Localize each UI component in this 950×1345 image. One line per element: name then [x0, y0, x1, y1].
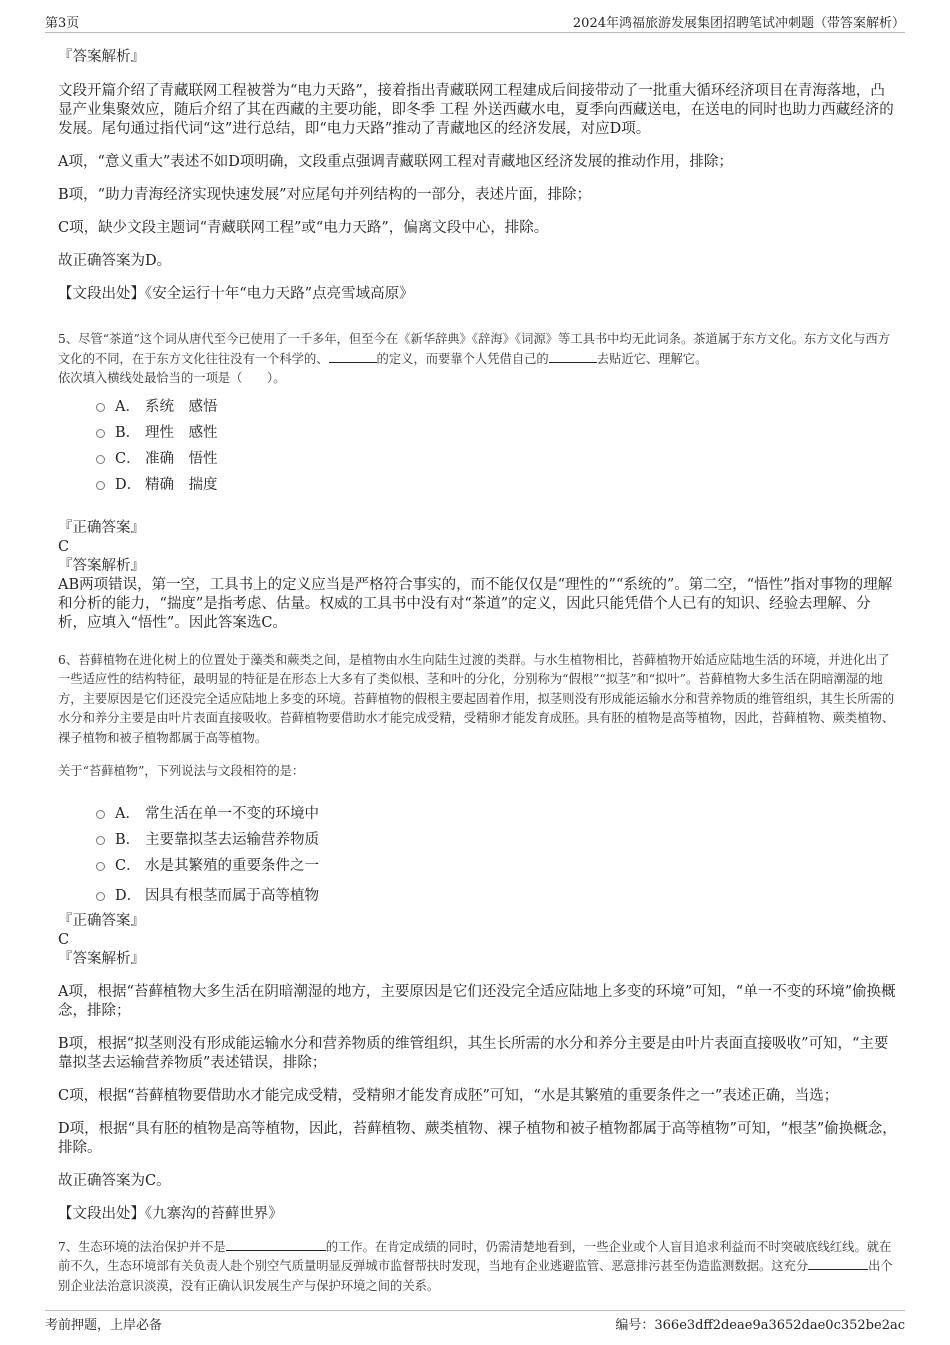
footer-slogan: 考前押题，上岸必备: [45, 1317, 163, 1333]
q6-options: [58, 800, 898, 908]
radio-icon[interactable]: [96, 836, 105, 845]
page-footer: [45, 1310, 905, 1335]
radio-icon[interactable]: [96, 862, 105, 871]
q7-stem: 7、生态环境的法治保护并不是 的工作。在肯定成绩的同时，仍需清楚地看到，一些企业或个人盲目追求利益而不时突破底线红线。就在前不久，生态环境部有关负责人赴个别空气质量明显反弹城市监督帮扶时发现，当地有企业逃避监管、恶意排污甚至伪造监测数据。这充分 出个别企业法治意识淡漠，没有正确认识发展生产与保护环境之间的关系。: [58, 1239, 893, 1293]
q4-option-b-analysis: B项，“助力青海经济实现快速发展”对应尾句并列结构的一部分，表述片面，排除；: [58, 187, 591, 203]
q5-analysis: AB两项错误，第一空，工具书上的定义应当是严格符合事实的，而不能仅仅是“理性的”“系统的”。第二空，“悟性”指对事物的理解和分析的能力，“揣度”是指考虑、估量。权威的工具书中没有对“茶道”的定义，因此只能凭借个人已有的知识、经验去理解、分析，应填入“悟性”。因此答案选C。: [58, 576, 893, 631]
q6-stem: 6、苔藓植物在进化树上的位置处于藻类和蕨类之间，是植物由水生向陆生过渡的类群。与水生植物相比，苔藓植物开始适应陆地生活的环境，并进化出了一些适应性的结构特征，最明显的特征是在形态上大多有了类似根、茎和叶的分化，分别称为“假根”“拟茎”和“拟叶”。苔藓植物大多生活在阴暗潮湿的地方，主要原因是它们还没完全适应陆地上多变的环境。苔藓植物的假根主要起固着作用，拟茎则没有形成能运输水分和营养物质的维管组织，其生长所需的水分和养分主要是由叶片表面直接吸收。苔藓植物要借助水才能完成受精，受精卵才能发育成胚。具有胚的植物是高等植物，因此，苔藓植物、蕨类植物、裸子植物和被子植物都属于高等植物。: [58, 652, 895, 745]
q6-question: 关于“苔藓植物”，下列说法与文段相符的是：: [58, 764, 305, 778]
main-content: [58, 48, 898, 1296]
q4-analysis-label: 『答案解析』: [58, 49, 145, 65]
document-id: 编号：366e3dff2deae9a3652dae0c352be2ac: [615, 1317, 905, 1333]
q5-blank-1: [329, 350, 377, 363]
q5-stem: 5、尽管“茶道”这个词从唐代至今已使用了一千多年，但至今在《新华辞典》《辞海》《词源》等工具书中均无此词条。茶道属于东方文化。东方文化与西方文化的不同，在于东方文化往往没有一个科学的、 的定义，而要靠个人凭借自己的 去贴近它、理解它。: [58, 332, 890, 366]
q4-option-c-analysis: C项，缺少文段主题词“青藏联网工程”或“电力天路”，偏离文段中心，排除。: [58, 220, 549, 236]
page-header: [45, 10, 905, 33]
q4-option-a-analysis: A项，“意义重大”表述不如D项明确，文段重点强调青藏联网工程对青藏地区经济发展的推动作用，排除；: [58, 154, 733, 170]
q6-source: 【文段出处】《九寨沟的苔藓世界》: [58, 1205, 283, 1222]
q4-source: 【文段出处】《安全运行十年“电力天路”点亮雪域高原》: [58, 286, 414, 302]
q4-analysis-paragraph: 文段开篇介绍了青藏联网工程被誉为“电力天路”，接着指出青藏联网工程建成后间接带动了一批重大循环经济项目在青海落地，凸显产业集聚效应，随后介绍了其在西藏的主要功能，即冬季 工程 外送西藏水电，夏季向西藏送电，在送电的同时也助力西藏经济的发展。尾句通过指代词“这”进行总结，即“电力天路”推动了青藏地区的经济发展，对应D项。: [58, 83, 894, 137]
q6-analysis-label: 『答案解析』: [58, 950, 145, 967]
q6-option-a-analysis: A项，根据“苔藓植物大多生活在阴暗潮湿的地方，主要原因是它们还没完全适应陆地上多变的环境”可知，“单一不变的环境”偷换概念，排除；: [58, 983, 896, 1019]
q6-answer-label: 『正确答案』: [58, 912, 145, 929]
q6-option-d[interactable]: D． 因具有根茎而属于高等植物: [96, 882, 898, 908]
q7-blank-2: [808, 1257, 868, 1270]
q6-answer: C: [58, 931, 70, 948]
q5-analysis-label: 『答案解析』: [58, 557, 145, 574]
q5-blank-2: [549, 350, 597, 363]
q6-option-c[interactable]: C． 水是其繁殖的重要条件之一: [96, 852, 898, 878]
radio-icon[interactable]: [96, 481, 105, 490]
q6-option-c-analysis: C项，根据“苔藓植物要借助水才能完成受精，受精卵才能发育成胚”可知，“水是其繁殖的重要条件之一”表述正确，当选；: [58, 1087, 839, 1104]
page-number: 第3页: [45, 15, 80, 31]
q6-option-b-analysis: B项，根据“拟茎则没有形成能运输水分和营养物质的维管组织，其生长所需的水分和养分主要是由叶片表面直接吸收”可知，“主要靠拟茎去运输营养物质”表述错误，排除；: [58, 1035, 889, 1071]
q6-option-a[interactable]: A． 常生活在单一不变的环境中: [96, 800, 898, 826]
q5-answer-label: 『正确答案』: [58, 519, 145, 536]
q6-option-b[interactable]: B． 主要靠拟茎去运输营养物质: [96, 826, 898, 852]
document-title: 2024年鸿福旅游发展集团招聘笔试冲刺题（带答案解析）: [572, 15, 905, 31]
q5-option-d[interactable]: D． 精确 揣度: [96, 471, 898, 497]
q5-option-b[interactable]: B． 理性 感性: [96, 419, 898, 445]
q7-blank-1: [226, 1238, 326, 1251]
q6-option-d-analysis: D项，根据“具有胚的植物是高等植物，因此，苔藓植物、蕨类植物、裸子植物和被子植物都属于高等植物”可知，“根茎”偷换概念，排除。: [58, 1120, 897, 1156]
q6-conclusion: 故正确答案为C。: [58, 1172, 171, 1189]
radio-icon[interactable]: [96, 403, 105, 412]
radio-icon[interactable]: [96, 455, 105, 464]
q4-conclusion: 故正确答案为D。: [58, 253, 172, 269]
q5-option-c[interactable]: C． 准确 悟性: [96, 445, 898, 471]
radio-icon[interactable]: [96, 810, 105, 819]
q5-option-a[interactable]: A． 系统 感悟: [96, 393, 898, 419]
q5-answer: C: [58, 538, 70, 555]
radio-icon[interactable]: [96, 892, 105, 901]
radio-icon[interactable]: [96, 429, 105, 438]
q5-options: [58, 393, 898, 497]
q5-instruction: 依次填入横线处最恰当的一项是（ ）。: [58, 371, 286, 385]
